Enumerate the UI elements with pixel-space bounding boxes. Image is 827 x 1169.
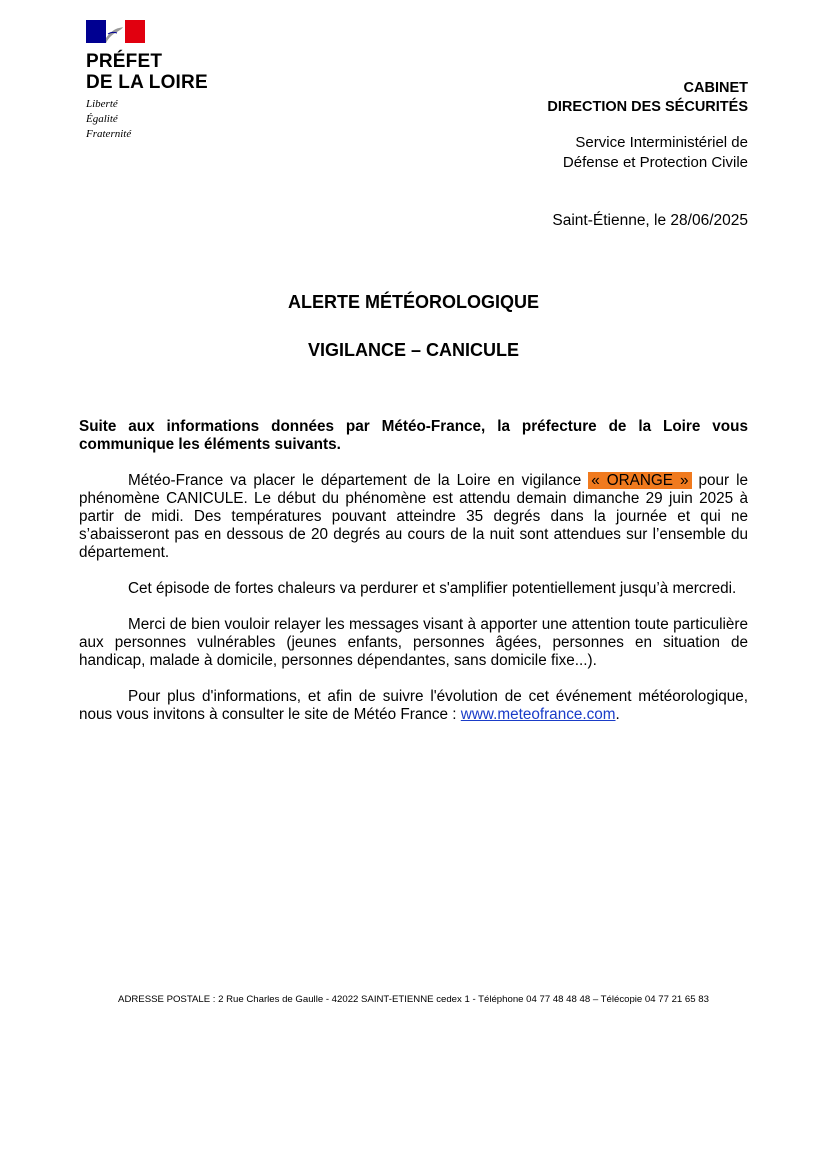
p1-text-before: Météo-France va placer le département de la Loire en vigilance — [128, 472, 589, 489]
paragraph-vulnerable: Merci de bien vouloir relayer les messages visant à apporter une attention toute particulière aux personnes vulnérables (jeunes enfants, personnes âgées, personnes en situation de handicap, malade à domicile, personnes dépendantes, sans domicile fixe...). — [79, 616, 748, 669]
motto-fraternite: Fraternité — [86, 128, 132, 140]
motto-liberte: Liberté — [86, 98, 118, 110]
paragraph-vigilance — [79, 472, 748, 562]
prefecture-logo — [86, 20, 226, 142]
marianne-flag-icon — [86, 20, 145, 43]
paragraph-duration: Cet épisode de fortes chaleurs va perdurer et s'amplifier potentiellement jusqu’à mercredi. — [128, 580, 737, 597]
paragraph-more-info — [79, 688, 748, 724]
document-date: Saint-Étienne, le 28/06/2025 — [552, 212, 748, 229]
postal-address-footer: ADRESSE POSTALE : 2 Rue Charles de Gaulle - 42022 SAINT-ETIENNE cedex 1 - Téléphone 04 77 48 48 48 – Télécopie 04 77 21 65 83 — [118, 994, 709, 1005]
cabinet-label: CABINET — [683, 80, 748, 96]
service-line1: Service Interministériel de — [575, 134, 748, 151]
prefet-line2: DE LA LOIRE — [86, 72, 208, 93]
vigilance-level-badge: « ORANGE » — [588, 472, 691, 489]
meteofrance-link[interactable]: www.meteofrance.com — [460, 706, 616, 723]
alert-title: ALERTE MÉTÉOROLOGIQUE — [287, 292, 539, 312]
vigilance-title: VIGILANCE – CANICULE — [307, 340, 520, 360]
p4-text-after: . — [615, 706, 620, 723]
p4-text-before: Pour plus d'informations, et afin de suivre l'évolution de cet événement météorologique, nous vous invitons à consulter le site de Météo France : — [79, 688, 748, 723]
p1-text-after: pour le phénomène CANICULE. Le début du phénomène est attendu demain dimanche 29 juin 2025 à partir de midi. Des températures pouvant atteindre 35 degrés dans la journée et qui ne s’abaisseront pas en dessous de 20 degrés au cours de la nuit sont attendues sur l’ensemble du département. — [79, 472, 748, 561]
republic-motto — [86, 97, 226, 142]
intro-paragraph: Suite aux informations données par Météo-France, la préfecture de la Loire vous communique les éléments suivants. — [79, 418, 748, 453]
document-body — [79, 418, 748, 742]
motto-egalite: Égalité — [86, 113, 118, 125]
direction-label: DIRECTION DES SÉCURITÉS — [547, 99, 748, 115]
issuer-header — [547, 79, 748, 173]
prefet-line1: PRÉFET — [86, 51, 163, 72]
service-line2: Défense et Protection Civile — [562, 154, 748, 171]
service-block — [547, 133, 748, 173]
prefet-name — [86, 51, 226, 93]
